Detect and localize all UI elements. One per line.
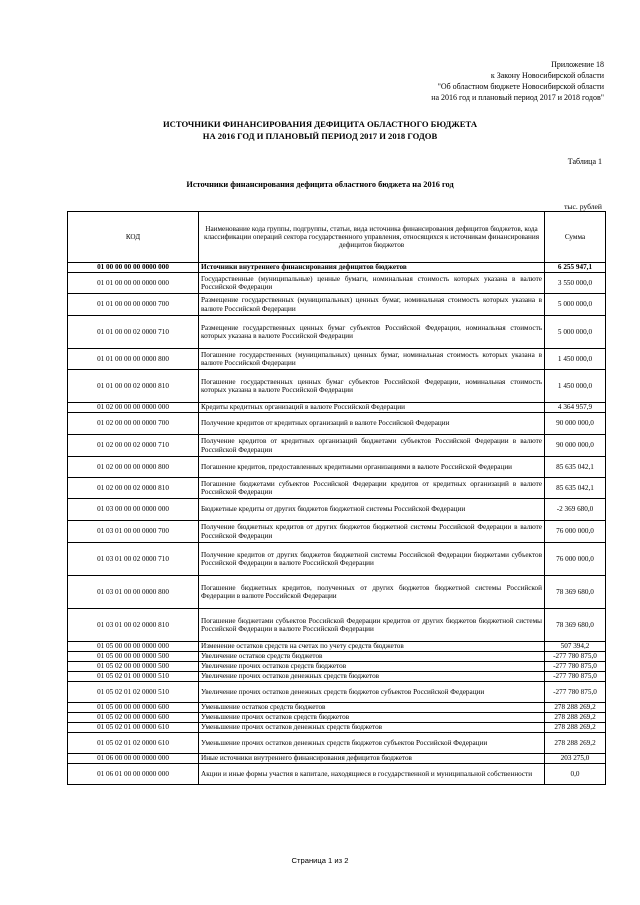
table-row bbox=[68, 652, 606, 662]
row-name: Увеличение прочих остатков денежных средств бюджетов субъектов Российской Федерации bbox=[199, 682, 545, 703]
row-name: Получение кредитов от кредитных организаций бюджетами субъектов Российской Федерации в валюте Российской Федерации bbox=[199, 435, 545, 457]
row-sum: 85 635 042,1 bbox=[545, 478, 606, 499]
table-row bbox=[68, 754, 606, 764]
row-code: 01 03 01 00 00 0000 700 bbox=[68, 521, 199, 543]
row-code: 01 05 02 01 02 0000 510 bbox=[68, 682, 199, 703]
row-sum: 1 450 000,0 bbox=[545, 349, 606, 370]
row-name: Погашение государственных ценных бумаг субъектов Российской Федерации, номинальная стоимость которых указана в валюте Российской Федерации bbox=[199, 370, 545, 403]
row-code: 01 06 00 00 00 0000 000 bbox=[68, 754, 199, 764]
row-code: 01 01 00 00 02 0000 810 bbox=[68, 370, 199, 403]
table-row bbox=[68, 723, 606, 733]
table-row bbox=[68, 316, 606, 349]
row-code: 01 05 02 01 02 0000 610 bbox=[68, 733, 199, 754]
row-name: Погашение бюджетами субъектов Российской Федерации кредитов от других бюджетов бюджетной системы Российской Федерации в валюте Российской Федерации bbox=[199, 609, 545, 642]
table-row bbox=[68, 273, 606, 294]
row-code: 01 05 02 00 00 0000 500 bbox=[68, 662, 199, 672]
table-row bbox=[68, 403, 606, 413]
row-code: 01 05 02 01 00 0000 610 bbox=[68, 723, 199, 733]
row-name: Кредиты кредитных организаций в валюте Российской Федерации bbox=[199, 403, 545, 413]
table-header-row bbox=[68, 212, 606, 263]
financing-sources-table bbox=[67, 211, 606, 785]
row-name: Бюджетные кредиты от других бюджетов бюджетной системы Российской Федерации bbox=[199, 499, 545, 521]
row-name: Акции и иные формы участия в капитале, находящиеся в государственной и муниципальной собственности bbox=[199, 764, 545, 785]
row-name: Источники внутреннего финансирования дефицитов бюджетов bbox=[199, 263, 545, 273]
appendix-reference bbox=[274, 59, 604, 103]
table-row bbox=[68, 457, 606, 478]
row-name: Погашение бюджетных кредитов, полученных от других бюджетов бюджетной системы Российской Федерации в валюте Российской Федерации bbox=[199, 576, 545, 609]
row-name: Уменьшение прочих остатков денежных средств бюджетов bbox=[199, 723, 545, 733]
row-sum: 90 000 000,0 bbox=[545, 413, 606, 435]
table-row bbox=[68, 521, 606, 543]
row-code: 01 03 01 00 02 0000 710 bbox=[68, 543, 199, 576]
row-name: Уменьшение прочих остатков денежных средств бюджетов субъектов Российской Федерации bbox=[199, 733, 545, 754]
table-row bbox=[68, 662, 606, 672]
page-footer: Страница 1 из 2 bbox=[291, 856, 349, 865]
row-code: 01 03 00 00 00 0000 000 bbox=[68, 499, 199, 521]
table-row bbox=[68, 703, 606, 713]
header-sum: Сумма bbox=[545, 212, 606, 263]
row-name: Погашение бюджетами субъектов Российской Федерации кредитов от кредитных организаций в валюте Российской Федерации bbox=[199, 478, 545, 499]
row-name: Уменьшение остатков средств бюджетов bbox=[199, 703, 545, 713]
row-name: Получение кредитов от кредитных организаций в валюте Российской Федерации bbox=[199, 413, 545, 435]
table-row bbox=[68, 682, 606, 703]
row-name: Размещение государственных ценных бумаг субъектов Российской Федерации, номинальная стоимость которых указана в валюте Российской Федерации bbox=[199, 316, 545, 349]
row-sum: -277 780 875,0 bbox=[545, 682, 606, 703]
row-sum: 203 275,0 bbox=[545, 754, 606, 764]
row-sum: 5 000 000,0 bbox=[545, 294, 606, 316]
header-code: КОД bbox=[68, 212, 199, 263]
row-sum: 5 000 000,0 bbox=[545, 316, 606, 349]
row-sum: 507 394,2 bbox=[545, 642, 606, 652]
row-name: Получение бюджетных кредитов от других бюджетов бюджетной системы Российской Федерации в валюте Российской Федерации bbox=[199, 521, 545, 543]
row-code: 01 03 01 00 00 0000 800 bbox=[68, 576, 199, 609]
row-code: 01 06 01 00 00 0000 000 bbox=[68, 764, 199, 785]
table-row bbox=[68, 370, 606, 403]
row-name: Размещение государственных (муниципальных) ценных бумаг, номинальная стоимость которых указана в валюте Российской Федерации bbox=[199, 294, 545, 316]
row-code: 01 02 00 00 00 0000 800 bbox=[68, 457, 199, 478]
row-code: 01 05 00 00 00 0000 000 bbox=[68, 642, 199, 652]
table-row bbox=[68, 672, 606, 682]
row-sum: 278 288 269,2 bbox=[545, 723, 606, 733]
row-code: 01 02 00 00 02 0000 710 bbox=[68, 435, 199, 457]
document-title bbox=[40, 119, 600, 142]
row-sum: 6 255 947,1 bbox=[545, 263, 606, 273]
row-name: Изменение остатков средств на счетах по учету средств бюджетов bbox=[199, 642, 545, 652]
appendix-line: к Закону Новосибирской области bbox=[490, 71, 604, 80]
row-sum: 78 369 680,0 bbox=[545, 609, 606, 642]
header-name: Наименование кода группы, подгруппы, статьи, вида источника финансирования дефицитов бюджетов, кода классификации операций сектора государственного управления, относящихся к источникам финансирования дефицитов бюджетов bbox=[199, 212, 545, 263]
units-label: тыс. рублей bbox=[564, 202, 602, 211]
table-row bbox=[68, 609, 606, 642]
row-code: 01 02 00 00 00 0000 000 bbox=[68, 403, 199, 413]
row-code: 01 05 02 00 00 0000 600 bbox=[68, 713, 199, 723]
table-body bbox=[68, 263, 606, 785]
table-row bbox=[68, 764, 606, 785]
row-sum: 85 635 042,1 bbox=[545, 457, 606, 478]
row-sum: 78 369 680,0 bbox=[545, 576, 606, 609]
row-name: Погашение кредитов, предоставленных кредитными организациями в валюте Российской Федерации bbox=[199, 457, 545, 478]
row-code: 01 01 00 00 02 0000 710 bbox=[68, 316, 199, 349]
appendix-line: "Об областном бюджете Новосибирской области bbox=[437, 82, 604, 91]
row-sum: -277 780 875,0 bbox=[545, 662, 606, 672]
table-row bbox=[68, 478, 606, 499]
row-sum: 278 288 269,2 bbox=[545, 713, 606, 723]
row-name: Уменьшение прочих остатков средств бюджетов bbox=[199, 713, 545, 723]
row-sum: 0,0 bbox=[545, 764, 606, 785]
table-row bbox=[68, 713, 606, 723]
row-code: 01 05 00 00 00 0000 600 bbox=[68, 703, 199, 713]
table-row bbox=[68, 349, 606, 370]
row-name: Получение кредитов от других бюджетов бюджетной системы Российской Федерации бюджетами субъектов Российской Федерации в валюте Российской Федерации bbox=[199, 543, 545, 576]
table-row bbox=[68, 642, 606, 652]
table-row bbox=[68, 413, 606, 435]
row-name: Иные источники внутреннего финансирования дефицитов бюджетов bbox=[199, 754, 545, 764]
table-number: Таблица 1 bbox=[567, 157, 602, 166]
row-sum: 90 000 000,0 bbox=[545, 435, 606, 457]
row-code: 01 05 02 01 00 0000 510 bbox=[68, 672, 199, 682]
table-row bbox=[68, 576, 606, 609]
row-name: Увеличение прочих остатков средств бюджетов bbox=[199, 662, 545, 672]
row-name: Увеличение остатков средств бюджетов bbox=[199, 652, 545, 662]
row-code: 01 02 00 00 00 0000 700 bbox=[68, 413, 199, 435]
row-name: Увеличение прочих остатков денежных средств бюджетов bbox=[199, 672, 545, 682]
row-sum: -277 780 875,0 bbox=[545, 672, 606, 682]
table-row bbox=[68, 435, 606, 457]
title-line: НА 2016 ГОД И ПЛАНОВЫЙ ПЕРИОД 2017 И 2018 ГОДОВ bbox=[202, 130, 438, 141]
row-sum: -2 369 680,0 bbox=[545, 499, 606, 521]
title-line: ИСТОЧНИКИ ФИНАНСИРОВАНИЯ ДЕФИЦИТА ОБЛАСТНОГО БЮДЖЕТА bbox=[162, 119, 478, 129]
row-sum: 1 450 000,0 bbox=[545, 370, 606, 403]
row-code: 01 00 00 00 00 0000 000 bbox=[68, 263, 199, 273]
row-sum: 76 000 000,0 bbox=[545, 521, 606, 543]
table-row bbox=[68, 263, 606, 273]
row-sum: 3 550 000,0 bbox=[545, 273, 606, 294]
row-name: Государственные (муниципальные) ценные бумаги, номинальная стоимость которых указана в валюте Российской Федерации bbox=[199, 273, 545, 294]
table-subtitle: Источники финансирования дефицита областного бюджета на 2016 год bbox=[186, 180, 454, 189]
table-row bbox=[68, 499, 606, 521]
appendix-line: Приложение 18 bbox=[551, 60, 604, 69]
row-code: 01 01 00 00 00 0000 700 bbox=[68, 294, 199, 316]
row-code: 01 02 00 00 02 0000 810 bbox=[68, 478, 199, 499]
appendix-line: на 2016 год и плановый период 2017 и 2018 годов" bbox=[431, 93, 604, 102]
table-row bbox=[68, 294, 606, 316]
row-name: Погашение государственных (муниципальных) ценных бумаг, номинальная стоимость которых указана в валюте Российской Федерации bbox=[199, 349, 545, 370]
table-row bbox=[68, 543, 606, 576]
row-sum: 76 000 000,0 bbox=[545, 543, 606, 576]
row-code: 01 01 00 00 00 0000 000 bbox=[68, 273, 199, 294]
row-sum: 278 288 269,2 bbox=[545, 703, 606, 713]
row-code: 01 05 00 00 00 0000 500 bbox=[68, 652, 199, 662]
row-sum: -277 780 875,0 bbox=[545, 652, 606, 662]
row-code: 01 01 00 00 00 0000 800 bbox=[68, 349, 199, 370]
row-code: 01 03 01 00 02 0000 810 bbox=[68, 609, 199, 642]
table-row bbox=[68, 733, 606, 754]
row-sum: 278 288 269,2 bbox=[545, 733, 606, 754]
row-sum: 4 364 957,9 bbox=[545, 403, 606, 413]
